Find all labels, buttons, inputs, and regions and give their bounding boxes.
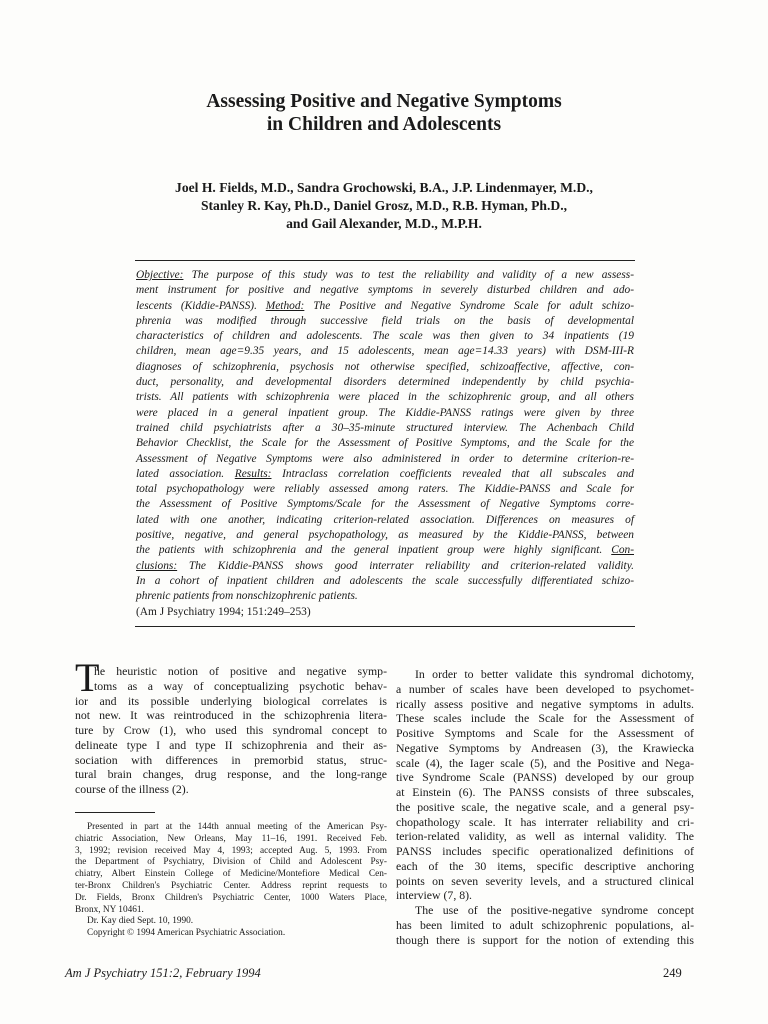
body-line: tive Syndrome Scale (PANSS) developed by our group: [396, 770, 694, 785]
abstract-line: duct, personality, and developmental disorders determined independently by child psychia-: [136, 376, 634, 389]
abstract-line: children, mean age=9.35 years, and 15 adolescents, mean age=14.33 years) with DSM-III-R: [136, 345, 634, 358]
abstract-line: ment instrument for positive and negative symptoms in severely disturbed children and ado-: [136, 284, 634, 297]
body-line: ture by Crow (1), who used this syndromal concept to: [75, 723, 387, 737]
abstract-line: In a cohort of inpatient children and adolescents the scale successfully differentiated schizo-: [136, 574, 634, 587]
copyright-line: Copyright © 1994 American Psychiatric Association.: [87, 928, 286, 939]
abstract-line: Assessment of Negative Symptoms were also administered in order to determine criterion-re-: [136, 452, 634, 465]
body-line: interview (7, 8).: [396, 888, 473, 903]
footnote-line: 3, 1992; revision received May 4, 1993; accepted Aug. 5, 1993. From: [75, 845, 387, 856]
right-column-body: [396, 667, 694, 947]
body-line: ior and its possible underlying biological correlates is: [75, 693, 387, 708]
body-line: points on seven severity levels, and a structured clinical: [396, 873, 694, 888]
body-line: at Einstein (6). The PANSS consists of three subscales,: [396, 785, 694, 799]
method-label: Method:: [265, 299, 305, 312]
abstract-line: lated with one another, indicating criterion-related association. Differences on measures of: [136, 513, 634, 526]
body-line: scale (4), the Iager scale (5), and the Positive and Nega-: [396, 755, 694, 770]
body-line: PANSS includes specific operationalized definitions of: [396, 844, 694, 858]
objective-label: Objective:: [136, 269, 184, 281]
body-line: delineate type I and type II schizophrenia and their as-: [75, 737, 387, 752]
body-line: rically assess positive and negative symptoms in adults.: [396, 696, 694, 711]
body-line: course of the illness (2).: [75, 782, 189, 796]
abstract-top-rule: [135, 260, 635, 261]
body-line: toms as a way of conceptualizing psychotic behav-: [94, 678, 387, 693]
footnote-line: Bronx, NY 10461.: [75, 904, 144, 915]
abstract-line: phrenic patients from nonschizophrenic patients.: [136, 590, 358, 603]
author-line: Joel H. Fields, M.D., Sandra Grochowski, B.A., J.P. Lindenmayer, M.D.,: [175, 180, 593, 195]
abstract-line: characteristics of children and adolescents. The scale was then given to 34 inpatients (19: [136, 330, 634, 343]
body-line: he heuristic notion of positive and negative symp-: [94, 664, 387, 678]
body-line: Positive Symptoms and Scale for the Assessment of: [396, 726, 694, 740]
body-line: In order to better validate this syndromal dichotomy,: [415, 667, 694, 681]
abstract-line: phrenia was modified through successive field trials on the basis of developmental: [136, 314, 634, 327]
body-line: though there is support for the notion of extending this: [396, 932, 694, 947]
conclusions-label: Con-: [611, 544, 634, 557]
abstract-line: lated association. Results: Intraclass correlation coefficients revealed that all subscales and: [136, 467, 634, 480]
abstract-line: clusions: The Kiddie-PANSS shows good interrater reliability and criterion-related validity.: [136, 559, 634, 572]
abstract-line: were placed in a general inpatient group. The Kiddie-PANSS ratings were given by three: [136, 406, 634, 419]
abstract-line: positive, negative, and general psychopathology, as measured by the Kiddie-PANSS, between: [136, 529, 634, 542]
body-line: a number of scales have been developed to psychomet-: [396, 681, 694, 696]
body-line: not new. It was reintroduced in the schizophrenia litera-: [75, 708, 387, 723]
abstract: [136, 268, 634, 620]
title-line: in Children and Adolescents: [266, 114, 502, 135]
abstract-line: Behavior Checklist, the Scale for the Assessment of Positive Symptoms, and the Scale for the: [136, 437, 634, 450]
abstract-line: lescents (Kiddie-PANSS). Method: The Positive and Negative Syndrome Scale for adult schizo-: [136, 299, 634, 312]
article-title: [90, 90, 678, 136]
footnote-line: chiatric Association, New Orleans, May 11–16, 1991. Received Feb.: [75, 833, 387, 844]
body-line: tural brain changes, drug response, and the long-range: [75, 767, 387, 782]
page-number: 249: [663, 966, 682, 980]
body-line: terion-related validity, as well as internal validity. The: [396, 829, 694, 844]
body-line: the positive scale, the negative scale, and a general psy-: [396, 799, 694, 814]
author-list: [100, 179, 668, 233]
footnote-line: Dr. Kay died Sept. 10, 1990.: [87, 916, 194, 927]
author-line: Stanley R. Kay, Ph.D., Daniel Grosz, M.D., R.B. Hyman, Ph.D.,: [200, 198, 568, 213]
title-line: Assessing Positive and Negative Symptoms: [206, 91, 562, 112]
abstract-line: Objective: The purpose of this study was to test the reliability and validity of a new assess-: [136, 269, 634, 281]
abstract-line: trained child psychiatrists after a 30–35-minute structured interview. The Achenbach Child: [136, 421, 634, 434]
footnote-line: chiatry, Albert Einstein College of Medicine/Montefiore Medical Cen-: [75, 869, 387, 880]
body-line: Negative Symptoms by Andreasen (3), the Krawiecka: [396, 740, 694, 755]
footnote-line: ter-Bronx Children's Psychiatric Center. Address reprint requests to: [75, 880, 387, 891]
results-label: Results:: [234, 467, 272, 480]
body-line: These scales include the Scale for the Assessment of: [396, 711, 694, 726]
author-line: and Gail Alexander, M.D., M.P.H.: [286, 216, 482, 231]
body-line: sociation with differences in premorbid status, struc-: [75, 752, 387, 767]
footnote-line: the Department of Psychiatry, Division of Child and Adolescent Psy-: [75, 857, 387, 868]
body-line: each of the 30 items, specific descriptive anchoring: [396, 858, 694, 873]
body-line: chopathology scale. It has interrater reliability and cri-: [396, 814, 694, 829]
footnote-line: Presented in part at the 144th annual meeting of the American Psy-: [87, 822, 387, 832]
abstract-line: the Assessment of Positive Symptoms/Scale for the Assessment of Negative Symptoms corre-: [136, 498, 634, 511]
body-line: has been limited to adult schizophrenic populations, al-: [396, 917, 694, 932]
left-column-body: [75, 664, 387, 797]
abstract-line: diagnoses of schizophrenia, psychosis not otherwise specified, schizoaffective, affective, con-: [136, 360, 634, 373]
abstract-line: the patients with schizophrenia and the general inpatient group were highly significant. Con-: [136, 544, 634, 557]
body-line: The use of the positive-negative syndrome concept: [415, 903, 694, 917]
abstract-line: total psychopathology were reliably assessed among raters. The Kiddie-PANSS and Scale for: [136, 483, 634, 496]
running-footer-journal: Am J Psychiatry 151:2, February 1994: [65, 966, 261, 980]
abstract-citation: (Am J Psychiatry 1994; 151:249–253): [136, 605, 311, 618]
conclusions-label: clusions:: [136, 559, 178, 572]
drop-cap: T: [75, 655, 100, 700]
footnote-line: Dr. Fields, Bronx Children's Psychiatric Center, 1000 Waters Place,: [75, 892, 387, 903]
footnote-rule: [75, 812, 155, 813]
footnote: [75, 822, 387, 940]
abstract-line: trists. All patients with schizophrenia were placed in the schizophrenic group, and all others: [136, 391, 634, 404]
abstract-bottom-rule: [135, 626, 635, 627]
